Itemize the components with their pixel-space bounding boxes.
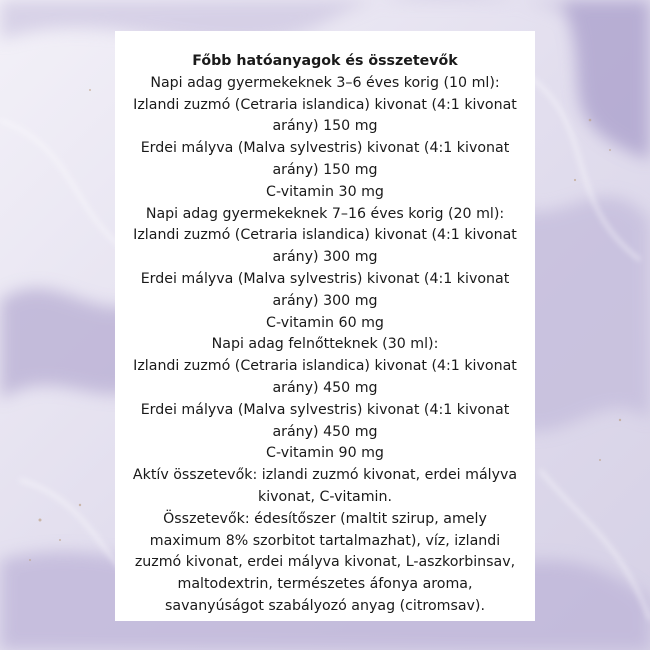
text-line: Izlandi zuzmó (Cetraria islandica) kivonat (4:1 kivonat [133,227,517,244]
ingredients-text [115,51,535,618]
text-line: Izlandi zuzmó (Cetraria islandica) kivonat (4:1 kivonat [133,358,517,375]
text-line: Erdei mályva (Malva sylvestris) kivonat (4:1 kivonat [140,270,510,287]
text-line: Napi adag felnőtteknek (30 ml): [211,336,439,353]
page-title: Főbb hatóanyagok és összetevők [192,53,458,69]
text-line: arány) 300 mg [272,292,378,309]
text-line: arány) 450 mg [272,423,378,440]
text-line: maltodextrin, természetes áfonya aroma, [177,576,473,593]
text-line: Erdei mályva (Malva sylvestris) kivonat (4:1 kivonat [140,140,510,157]
text-line: arány) 450 mg [272,379,378,396]
text-line: arány) 150 mg [272,118,378,135]
text-line: maximum 8% szorbitot tartalmazhat), víz, izlandi [149,532,501,549]
text-line: C-vitamin 60 mg [266,314,384,331]
info-card [115,31,535,621]
text-line: savanyúságot szabályozó anyag (citromsav). [165,597,485,614]
text-line: Erdei mályva (Malva sylvestris) kivonat (4:1 kivonat [140,401,510,418]
text-line: Napi adag gyermekeknek 7–16 éves korig (20 ml): [145,205,505,222]
text-line: kivonat, C-vitamin. [257,488,392,505]
text-line: arány) 150 mg [272,161,378,178]
text-line: Napi adag gyermekeknek 3–6 éves korig (10 ml): [150,74,500,91]
text-line: Összetevők: édesítőszer (maltit szirup, amely [163,510,487,527]
text-line: Aktív összetevők: izlandi zuzmó kivonat, erdei mályva [132,467,518,484]
text-line: zuzmó kivonat, erdei mályva kivonat, L-aszkorbinsav, [134,554,516,571]
text-line: C-vitamin 30 mg [266,183,384,200]
text-line: C-vitamin 90 mg [266,445,384,462]
text-line: Izlandi zuzmó (Cetraria islandica) kivonat (4:1 kivonat [133,96,517,113]
text-line: arány) 300 mg [272,249,378,266]
